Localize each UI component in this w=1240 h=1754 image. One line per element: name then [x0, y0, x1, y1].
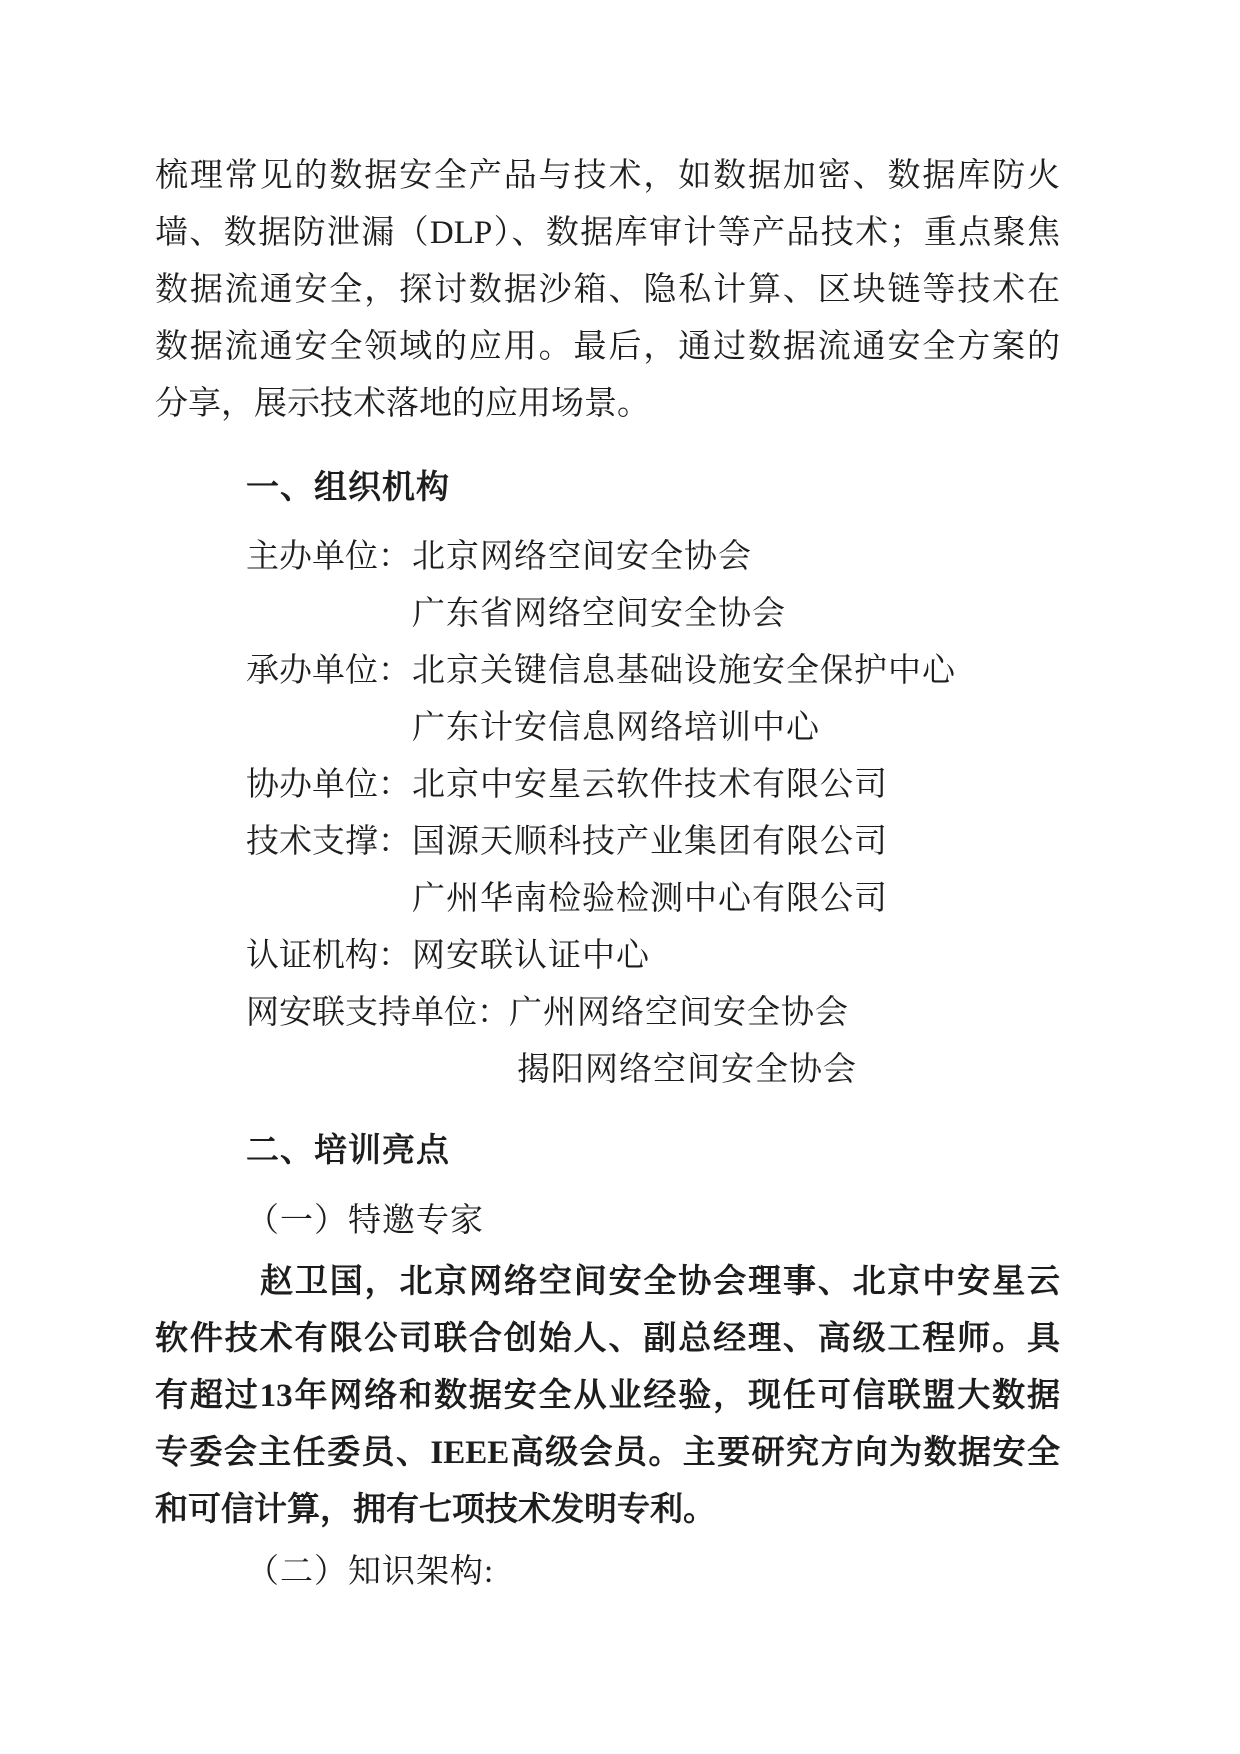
org-label: 协办单位：: [246, 767, 411, 803]
org-row-host: [155, 529, 1060, 586]
org-row-tech-support: [155, 814, 1060, 871]
intro-line: 数据流通安全领域的应用。最后，通过数据流通安全方案的: [155, 329, 1060, 365]
org-label: 主办单位：: [246, 539, 411, 575]
org-label: 网安联支持单位：: [246, 995, 510, 1031]
org-row-host-cont: [155, 586, 1060, 643]
org-label: 认证机构：: [246, 938, 411, 974]
expert-bio-paragraph: [155, 1254, 1060, 1539]
org-value: 广东计安信息网络培训中心: [412, 710, 820, 746]
intro-paragraph: [155, 148, 1060, 433]
document-body: [155, 148, 1060, 1601]
subheading-invited-expert: （一）特邀专家: [246, 1203, 484, 1239]
organization-list: [155, 529, 1060, 1099]
expert-bio-line: 专委会主任委员、IEEE高级会员。主要研究方向为数据安全: [155, 1435, 1060, 1471]
org-value: 国源天顺科技产业集团有限公司: [412, 824, 888, 860]
org-value: 北京关键信息基础设施安全保护中心: [412, 653, 956, 689]
intro-line: 数据流通安全，探讨数据沙箱、隐私计算、区块链等技术在: [155, 272, 1060, 308]
org-label: 承办单位：: [246, 653, 411, 689]
org-row-tech-support-cont: [155, 871, 1060, 928]
org-value: 广州网络空间安全协会: [509, 995, 849, 1031]
expert-bio-line: 赵卫国，北京网络空间安全协会理事、北京中安星云: [260, 1264, 1060, 1300]
intro-line: 墙、数据防泄漏（DLP）、数据库审计等产品技术；重点聚焦: [155, 215, 1060, 251]
org-row-certification: [155, 928, 1060, 985]
org-row-wanglian-support: [155, 985, 1060, 1042]
org-label: 技术支撑：: [246, 824, 411, 860]
org-row-undertaker: [155, 643, 1060, 700]
expert-bio-line: 和可信计算，拥有七项技术发明专利。: [155, 1492, 716, 1528]
org-value: 广东省网络空间安全协会: [412, 596, 786, 632]
expert-bio-line: 有超过13年网络和数据安全从业经验，现任可信联盟大数据: [155, 1378, 1060, 1414]
intro-line: 分享，展示技术落地的应用场景。: [155, 386, 650, 422]
org-row-coorganizer: [155, 757, 1060, 814]
org-row-wanglian-support-cont: [155, 1042, 1060, 1099]
intro-line: 梳理常见的数据安全产品与技术，如数据加密、数据库防火: [155, 158, 1060, 194]
expert-bio-line: 软件技术有限公司联合创始人、副总经理、高级工程师。具: [155, 1321, 1060, 1357]
org-value: 北京中安星云软件技术有限公司: [412, 767, 888, 803]
org-value: 网安联认证中心: [412, 938, 650, 974]
subheading-knowledge-framework: （二）知识架构:: [246, 1554, 495, 1590]
section-heading-highlights: 二、培训亮点: [246, 1131, 450, 1168]
section-heading-organization: 一、组织机构: [246, 468, 450, 505]
org-value: 北京网络空间安全协会: [412, 539, 752, 575]
org-row-undertaker-cont: [155, 700, 1060, 757]
org-value: 广州华南检验检测中心有限公司: [412, 881, 888, 917]
org-value: 揭阳网络空间安全协会: [517, 1052, 857, 1088]
